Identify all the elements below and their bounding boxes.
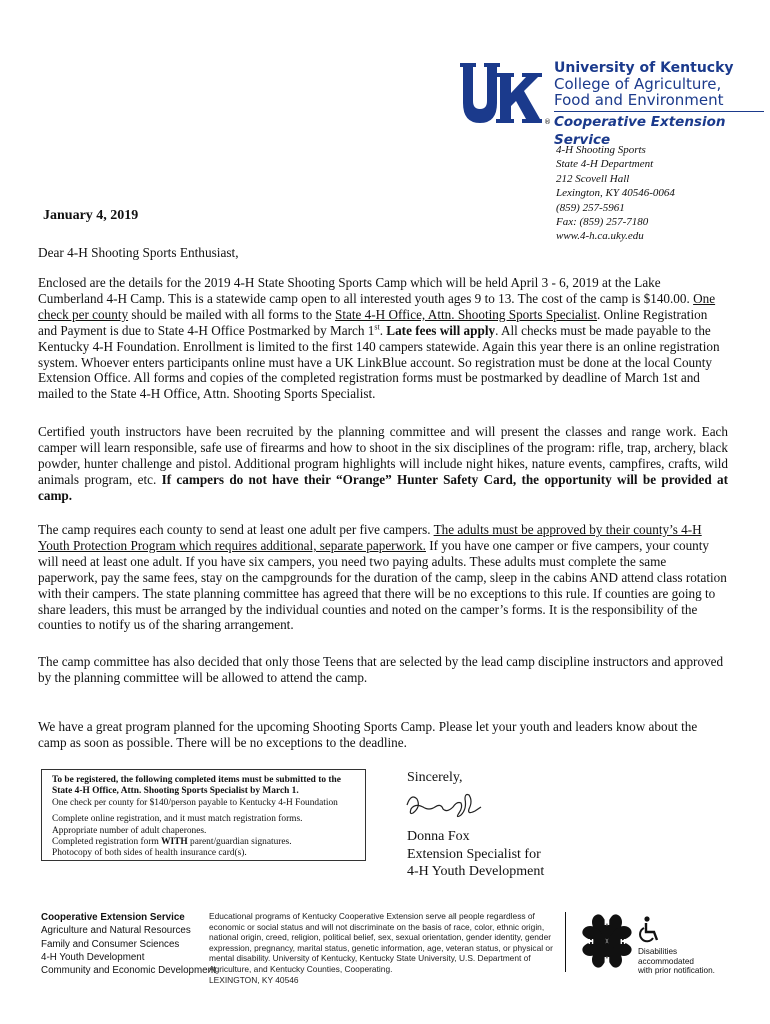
underlined-text: One check per county [38, 290, 716, 322]
signer-name: Donna Fox [407, 829, 470, 844]
address-line: 212 Scovell Hall [556, 172, 630, 185]
footer-program: 4-H Youth Development [41, 951, 145, 963]
four-h-clover-icon [578, 910, 636, 972]
underlined-text: The adults must be approved by their county’s 4-H Youth Protection Program which requires additional, separate paperwork. [38, 522, 702, 553]
wheelchair-accessibility-icon [638, 916, 660, 944]
text: Completed registration form [52, 837, 162, 848]
footer-city: LEXINGTON, KY 40546 [209, 974, 299, 985]
text: We have a great program planned for the upcoming Shooting Sports Camp. Please let your youth and leaders know about the camp as soon as possible. There will be no exceptions to the deadline. [38, 719, 698, 750]
signer-title: Extension Specialist for [407, 846, 541, 862]
footer-program: Family and Consumer Sciences [41, 938, 180, 950]
text: . [379, 322, 387, 338]
footer-programs [41, 911, 216, 977]
address-line: Lexington, KY 40546-0064 [556, 187, 675, 200]
registration-requirements-box [41, 769, 366, 861]
disability-line: accommodated [638, 956, 694, 966]
uk-logo [460, 63, 542, 127]
text: The camp committee has also decided that only those Teens that are selected by the lead camp discipline instructors and approved by the planning committee will be allowed to attend the camp. [38, 654, 724, 685]
svg-text:H: H [620, 938, 626, 946]
paragraph-adults [38, 522, 728, 633]
text: If you have one camper or five campers, your county will need at least one adult. If you have six campers, you need two paying adults. These adults must complete the same paperwork, pay the same fees, stay on the campgrounds for the duration of the camp, sleep in the cabins AND attend class rotation with their campers. The state planning committee has agreed that there will be no exceptions to this rule. If counties are going to share leaders, this must be arranged by the individual counties and noted on the camper’s forms. It is the responsibility of the counties to notify us of the sharing arrangement. [38, 537, 727, 633]
superscript: st [374, 322, 380, 332]
disability-line: Disabilities [638, 947, 678, 956]
text: . All checks must be made payable to the Kentucky 4-H Foundation. Enrollment is limited to the first 140 campers statewide. Again this year there is an online registration system. Whoever enters participants online must have a UK LinkBlue account. So registration must be done at the local County Extension Office. All forms and copies of the completed registration forms must be postmarked by deadline of March 1st and mailed to the State 4-H Office, Attn. Shooting Sports Specialist. [38, 322, 720, 402]
requirement-item [52, 837, 355, 848]
text: . Online Registration and Payment is due to State 4-H Office Postmarked by March 1 [38, 306, 708, 338]
footer-service: Cooperative Extension Service [41, 912, 185, 923]
return-address [556, 143, 675, 244]
registered-mark: ® [544, 118, 551, 126]
text: Certified youth instructors have been recruited by the planning committee and will present the classes and range work. Each camper will learn responsible, safe use of firearms and how to shoot in the six disciplines of the program: rifle, trap, archery, black powder, hunter challenge and pistol. Additional program highlights will include night hikes, nature events, campfires, crafts, wild animals program, etc. [38, 424, 728, 487]
svg-text:H: H [588, 938, 594, 946]
text: Enclosed are the details for the 2019 4-H State Shooting Sports Camp which will be held April 3 - 6, 2019 at the Lake Cumberland 4-H Camp. This is a statewide camp open to all interested youth ages 9 to 13. The cost of the camp is $140.00. [38, 275, 694, 306]
requirement-item: Photocopy of both sides of health insurance card(s). [52, 848, 247, 859]
bold-text: Late fees will apply [386, 322, 496, 338]
handwritten-signature [403, 785, 483, 823]
requirement-item: One check per county for $140/person payable to Kentucky 4-H Foundation [52, 797, 338, 808]
requirement-item: Complete online registration, and it must match registration forms. [52, 814, 303, 825]
svg-text:H: H [604, 919, 610, 927]
paragraph-closing [38, 719, 728, 751]
address-line: State 4-H Department [556, 158, 654, 171]
fax: Fax: (859) 257-7180 [556, 216, 649, 229]
brand-block [554, 60, 764, 149]
footer-program: Community and Economic Development [41, 965, 216, 977]
disability-line: with prior notification. [638, 966, 715, 976]
website-link[interactable]: www.4-h.ca.uky.edu [556, 230, 644, 243]
box-title: To be registered, the following completed items must be submitted to the State 4-H Office, Attn. Shooting Sports Specialist by March 1. [52, 775, 341, 797]
signer-title: 4-H Youth Development [407, 864, 545, 879]
letter-date: January 4, 2019 [43, 208, 139, 223]
paragraph-registration [38, 275, 728, 402]
bold-text: WITH [161, 837, 188, 848]
text: should be mailed with all forms to the [128, 306, 336, 322]
bold-text: If campers do not have their “Orange” Hunter Safety Card, the opportunity will be provided at camp. [38, 471, 728, 503]
footer-statement [209, 911, 554, 985]
nondiscrimination-statement: Educational programs of Kentucky Cooperative Extension serve all people regardless of economic or social status and will not discriminate on the basis of race, color, ethnic origin, national origin, creed, religion, political belief, sex, sexual orientation, gender identity, gender expression, pregnancy, marital status, genetic information, age, veteran status, or physical or mental disability. University of Kentucky, Kentucky State University, U.S. Department of Agriculture, and Kentucky Counties, Cooperating. [209, 911, 553, 974]
college-line-2: Food and Environment [554, 91, 724, 109]
disability-notice [638, 947, 715, 976]
closing-sincerely: Sincerely, [407, 770, 463, 785]
text: The camp requires each county to send at least one adult per five campers. [38, 522, 434, 537]
service-name: Cooperative Extension Service [554, 111, 764, 149]
footer-divider [565, 912, 566, 972]
svg-text:H: H [604, 956, 610, 964]
signer-block [407, 828, 544, 881]
underlined-text: State 4-H Office, Attn. Shooting Sports Specialist [335, 306, 598, 322]
requirement-item: Appropriate number of adult chaperones. [52, 825, 207, 836]
university-name: University of Kentucky [554, 60, 734, 76]
address-line: 4-H Shooting Sports [556, 144, 646, 156]
salutation: Dear 4-H Shooting Sports Enthusiast, [38, 245, 239, 260]
text: parent/guardian signatures. [187, 837, 292, 848]
footer-program: Agriculture and Natural Resources [41, 925, 191, 937]
phone: (859) 257-5961 [556, 201, 625, 214]
paragraph-instructors [38, 424, 728, 504]
paragraph-teens [38, 654, 728, 686]
college-line-1: College of Agriculture, [554, 75, 722, 93]
